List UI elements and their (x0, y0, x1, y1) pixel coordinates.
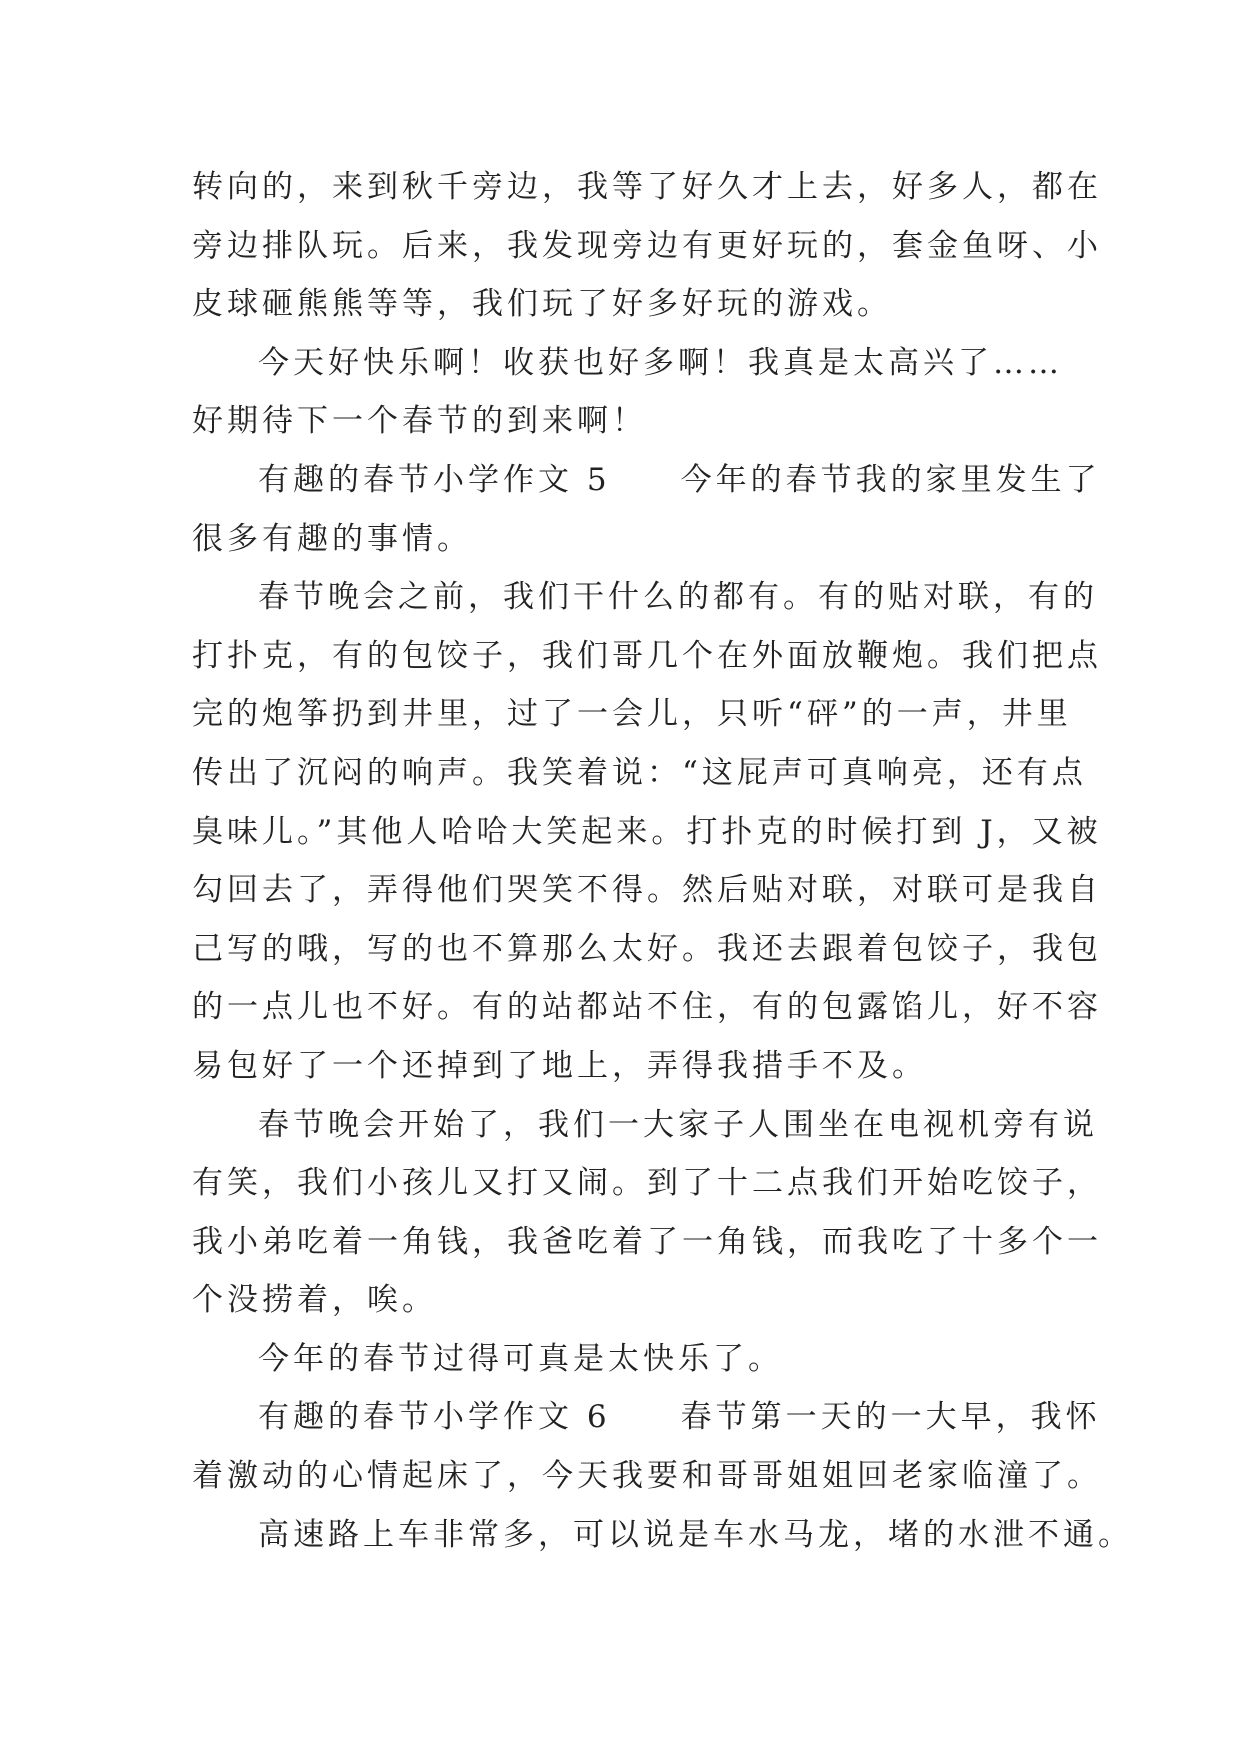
text-line-9: 打扑克，有的包饺子，我们哥几个在外面放鞭炮。我们把点 (192, 637, 1102, 674)
text-line-18: 有笑，我们小孩儿又打又闹。到了十二点我们开始吃饺子， (192, 1165, 1102, 1202)
text-line-3: 皮球砸熊熊等等，我们玩了好多好玩的游戏。 (192, 286, 892, 323)
text-line-5: 好期待下一个春节的到来啊！ (192, 403, 647, 440)
text-line-17: 春节晚会开始了，我们一大家子人围坐在电视机旁有说 (258, 1106, 1098, 1143)
text-line-23: 着激动的心情起床了，今天我要和哥哥姐姐回老家临潼了。 (192, 1458, 1102, 1495)
text-line-20: 个没捞着，唉。 (192, 1282, 437, 1319)
text-line-19: 我小弟吃着一角钱，我爸吃着了一角钱，而我吃了十多个一 (192, 1223, 1102, 1260)
text-line-13: 勾回去了，弄得他们哭笑不得。然后贴对联，对联可是我自 (192, 872, 1102, 909)
text-line-15: 的一点儿也不好。有的站都站不住，有的包露馅儿，好不容 (192, 989, 1102, 1026)
text-line-24: 高速路上车非常多，可以说是车水马龙，堵的水泄不通。 (258, 1516, 1133, 1553)
text-line-8: 春节晚会之前，我们干什么的都有。有的贴对联，有的 (258, 579, 1098, 616)
document-page (192, 158, 1133, 1564)
text-line-1: 转向的，来到秋千旁边，我等了好久才上去，好多人，都在 (192, 169, 1102, 205)
text-line-14: 己写的哦，写的也不算那么太好。我还去跟着包饺子，我包 (192, 930, 1102, 967)
text-line-12: 臭味儿。”其他人哈哈大笑起来。打扑克的时候打到 J，又被 (192, 813, 1102, 850)
text-line-10: 完的炮筝扔到井里，过了一会儿，只听“砰”的一声，井里 (192, 696, 1072, 733)
text-line-21: 今年的春节过得可真是太快乐了。 (258, 1340, 783, 1377)
text-line-16: 易包好了一个还掉到了地上，弄得我措手不及。 (192, 1047, 927, 1084)
text-line-2: 旁边排队玩。后来，我发现旁边有更好玩的，套金鱼呀、小 (192, 227, 1102, 264)
text-line-4: 今天好快乐啊！收获也好多啊！我真是太高兴了…… (258, 344, 1063, 381)
essay-heading-6: 有趣的春节小学作文 6 春节第一天的一大早，我怀 (258, 1399, 1101, 1436)
text-line-11: 传出了沉闷的响声。我笑着说：“这屁声可真响亮，还有点 (192, 754, 1087, 791)
text-line-7: 很多有趣的事情。 (192, 520, 472, 557)
essay-heading-5: 有趣的春节小学作文 5 今年的春节我的家里发生了 (258, 461, 1101, 498)
